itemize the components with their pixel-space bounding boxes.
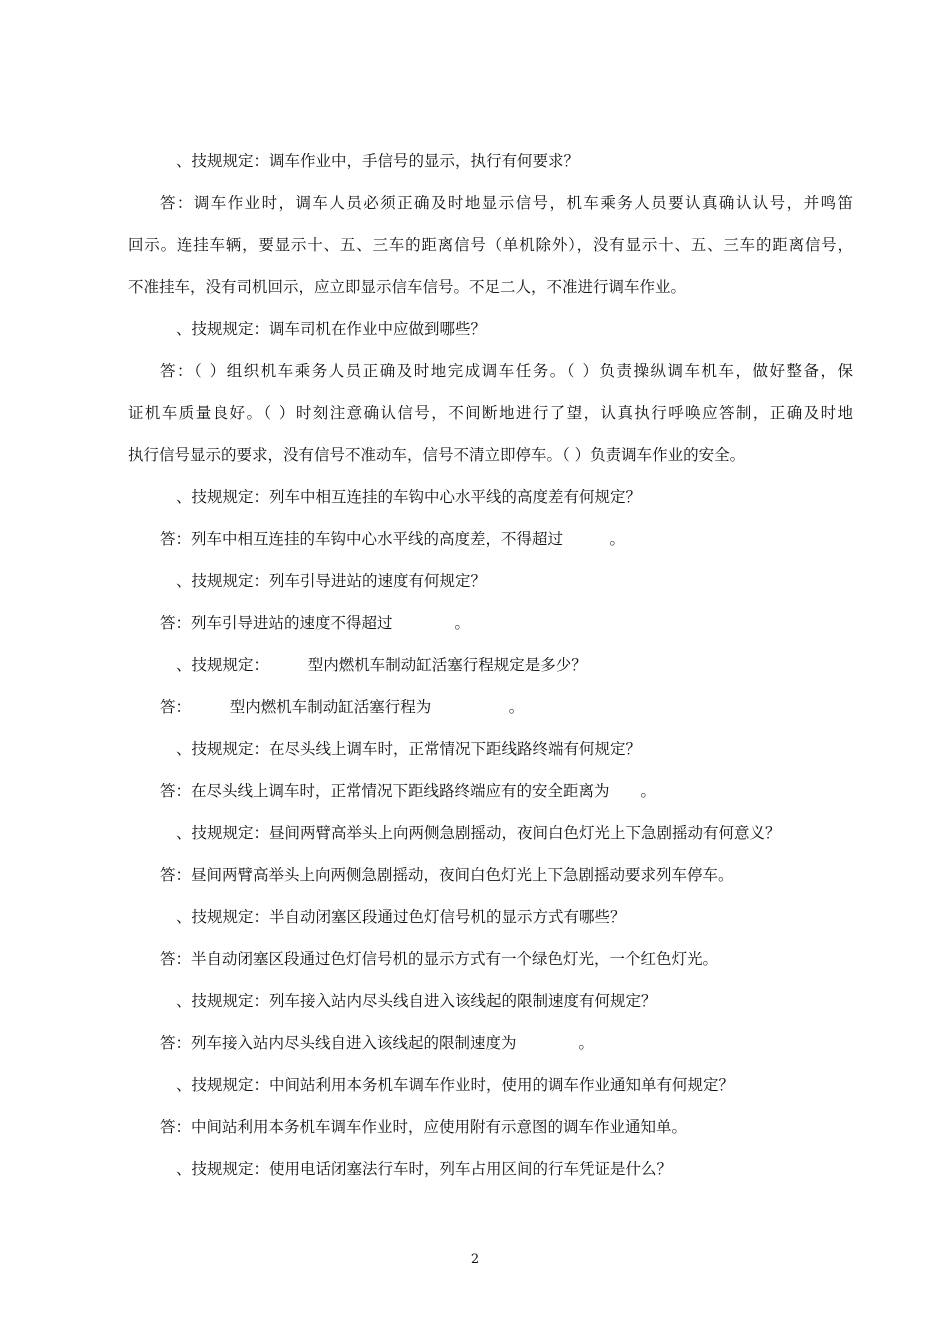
question: 、技规规定：列车引导进站的速度有何规定？: [176, 572, 487, 590]
answer-line: 答：列车中相互连挂的车钩中心水平线的高度差，不得超过 。: [160, 530, 626, 548]
answer: [128, 686, 853, 728]
answer: [128, 770, 853, 812]
answer-line: 答：（ ）组织机车乘务人员正确及时地完成调车任务。（ ）负责操纵调车机车，做好整备，保: [160, 362, 853, 380]
question: 、技规规定： 型内燃机车制动缸活塞行程规定是多少？: [176, 656, 587, 674]
question: 、技规规定：昼间两臂高举头上向两侧急剧摇动，夜间白色灯光上下急剧摇动有何意义？: [176, 824, 781, 842]
qa-list: [128, 140, 853, 1190]
answer: [128, 1022, 853, 1064]
answer-line: 答：列车引导进站的速度不得超过 。: [160, 614, 471, 632]
question: 、技规规定：使用电话闭塞法行车时，列车占用区间的行车凭证是什么？: [176, 1160, 673, 1178]
answer-line: 答：中间站利用本务机车调车作业时，应使用附有示意图的调车作业通知单。: [160, 1118, 688, 1136]
answer: [128, 938, 853, 980]
question: 、技规规定：列车中相互连挂的车钩中心水平线的高度差有何规定？: [176, 488, 642, 506]
question: 、技规规定：调车作业中，手信号的显示，执行有何要求？: [176, 152, 580, 170]
answer: [128, 854, 853, 896]
answer-line: 执行信号显示的要求，没有信号不准动车，信号不清立即停车。（ ）负责调车作业的安全。: [128, 446, 746, 464]
answer-line: 答： 型内燃机车制动缸活塞行程为 。: [160, 698, 525, 716]
page-number: 2: [470, 1252, 480, 1267]
answer-line: 答：调车作业时，调车人员必须正确及时地显示信号，机车乘务人员要认真确认认号，并鸣笛: [160, 194, 853, 212]
answer: [128, 1106, 853, 1148]
question: 、技规规定：半自动闭塞区段通过色灯信号机的显示方式有哪些？: [176, 908, 626, 926]
answer: [128, 182, 853, 308]
question: 、技规规定：列车接入站内尽头线自进入该线起的限制速度有何规定？: [176, 992, 657, 1010]
question: 、技规规定：调车司机在作业中应做到哪些？: [176, 320, 487, 338]
question: 、技规规定：在尽头线上调车时，正常情况下距线路终端有何规定？: [176, 740, 642, 758]
answer-line: 答：在尽头线上调车时，正常情况下距线路终端应有的安全距离为 。: [160, 782, 657, 800]
question: 、技规规定：中间站利用本务机车调车作业时，使用的调车作业通知单有何规定？: [176, 1076, 735, 1094]
answer-line: 证机车质量良好。（ ）时刻注意确认信号，不间断地进行了望，认真执行呼唤应答制，正确及时地: [128, 404, 853, 422]
answer-line: 答：昼间两臂高举头上向两侧急剧摇动，夜间白色灯光上下急剧摇动要求列车停车。: [160, 866, 734, 884]
answer-line: 答：列车接入站内尽头线自进入该线起的限制速度为 。: [160, 1034, 595, 1052]
answer-line: 不准挂车，没有司机回示，应立即显示信车信号。不足二人，不准进行调车作业。: [128, 278, 687, 296]
answer: [128, 518, 853, 560]
answer: [128, 602, 853, 644]
answer: [128, 350, 853, 476]
answer-line: 回示。连挂车辆，要显示十、五、三车的距离信号（单机除外），没有显示十、五、三车的距离信号，: [128, 236, 853, 254]
answer-line: 答：半自动闭塞区段通过色灯信号机的显示方式有一个绿色灯光，一个红色灯光。: [160, 950, 719, 968]
